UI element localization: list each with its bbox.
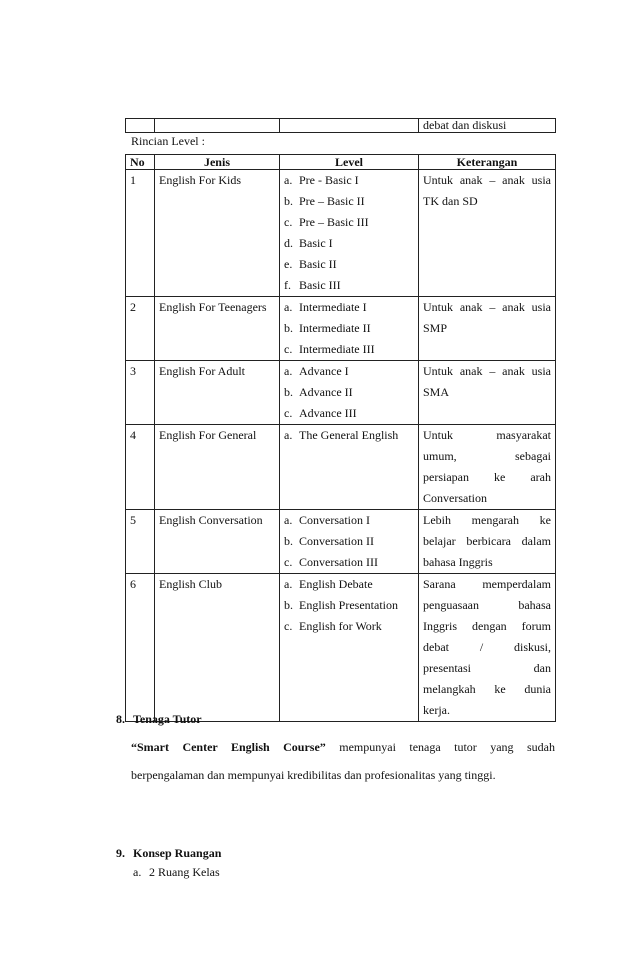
level-table-body	[126, 170, 556, 722]
cell-level	[280, 119, 419, 133]
cell-jenis: English For Kids	[155, 170, 280, 297]
cell-keterangan	[419, 297, 556, 361]
level-text: Pre – Basic II	[299, 194, 365, 208]
level-text: Basic III	[299, 278, 341, 292]
keterangan-line: penguasaan bahasa	[423, 598, 551, 612]
cell-level	[280, 510, 419, 574]
section-title: Konsep Ruangan	[133, 846, 222, 860]
keterangan-line: TK dan SD	[423, 194, 478, 208]
level-item	[284, 531, 414, 552]
level-item	[284, 361, 414, 382]
level-list	[284, 297, 414, 360]
cell-level	[280, 425, 419, 510]
keterangan-line: umum, sebagai	[423, 449, 551, 463]
level-item	[284, 318, 414, 339]
cell-jenis: English For General	[155, 425, 280, 510]
keterangan-line: kerja.	[423, 703, 450, 717]
level-item	[284, 297, 414, 318]
level-item	[284, 382, 414, 403]
keterangan-line: Untuk anak – anak usia	[423, 300, 551, 314]
table-row	[126, 510, 556, 574]
level-text: The General English	[299, 428, 399, 442]
level-text: Advance I	[299, 364, 349, 378]
cell-no: 3	[126, 361, 155, 425]
section-9-heading	[116, 846, 221, 860]
table-row	[126, 361, 556, 425]
level-text: Basic I	[299, 236, 333, 250]
level-item	[284, 552, 414, 573]
paragraph-line	[131, 733, 555, 761]
cell-no	[126, 119, 155, 133]
section-title: Tenaga Tutor	[133, 712, 202, 726]
keterangan-line: debat / diskusi,	[423, 640, 551, 654]
keterangan-line: Conversation	[423, 491, 487, 505]
cell-level	[280, 170, 419, 297]
cell-keterangan	[419, 574, 556, 722]
cell-jenis: English Conversation	[155, 510, 280, 574]
continuation-table	[125, 118, 556, 133]
table-row	[126, 119, 556, 133]
cell-no: 1	[126, 170, 155, 297]
level-marker: a.	[284, 300, 293, 314]
level-text: Intermediate I	[299, 300, 367, 314]
level-text: Advance III	[299, 406, 357, 420]
level-item	[284, 191, 414, 212]
cell-level	[280, 297, 419, 361]
course-name-quote: “Smart Center English Course”	[131, 740, 326, 754]
level-marker: a.	[284, 364, 293, 378]
level-text: Pre – Basic III	[299, 215, 369, 229]
level-marker: c.	[284, 555, 293, 569]
level-item	[284, 254, 414, 275]
cell-no: 4	[126, 425, 155, 510]
level-text: English for Work	[299, 619, 382, 633]
section-8-paragraph	[131, 733, 555, 789]
keterangan-line: melangkah ke dunia	[423, 682, 551, 696]
level-list	[284, 170, 414, 296]
level-marker: c.	[284, 342, 293, 356]
level-text: Pre - Basic I	[299, 173, 359, 187]
level-item	[284, 574, 414, 595]
cell-level	[280, 361, 419, 425]
level-item	[284, 212, 414, 233]
level-marker: b.	[284, 598, 293, 612]
level-item	[284, 275, 414, 296]
table-row	[126, 574, 556, 722]
level-marker: f.	[284, 278, 291, 292]
keterangan-line: Untuk anak – anak usia	[423, 173, 551, 187]
keterangan-line: belajar berbicara dalam	[423, 534, 551, 548]
table-row	[126, 170, 556, 297]
section-9-item	[133, 865, 220, 880]
keterangan-line: Untuk masyarakat	[423, 428, 551, 442]
level-list	[284, 361, 414, 424]
level-text: English Presentation	[299, 598, 398, 612]
level-text: Advance II	[299, 385, 353, 399]
cell-no: 6	[126, 574, 155, 722]
level-marker: c.	[284, 619, 293, 633]
cell-keterangan	[419, 510, 556, 574]
level-marker: b.	[284, 385, 293, 399]
paragraph-text: mempunyai tenaga tutor yang sudah	[339, 740, 555, 754]
header-no: No	[126, 155, 155, 170]
level-marker: e.	[284, 257, 293, 271]
cell-jenis: English For Teenagers	[155, 297, 280, 361]
level-text: Conversation III	[299, 555, 378, 569]
level-marker: a.	[284, 428, 293, 442]
section-number: 9.	[116, 846, 125, 860]
cell-jenis: English Club	[155, 574, 280, 722]
header-jenis: Jenis	[155, 155, 280, 170]
keterangan-line: SMA	[423, 385, 450, 399]
cell-level	[280, 574, 419, 722]
level-list	[284, 574, 414, 637]
cell-jenis: English For Adult	[155, 361, 280, 425]
level-marker: a.	[284, 577, 293, 591]
keterangan-line: SMP	[423, 321, 448, 335]
section-number: 8.	[116, 712, 125, 726]
table-row	[126, 297, 556, 361]
keterangan-line: persiapan ke arah	[423, 470, 551, 484]
level-text: Conversation I	[299, 513, 370, 527]
level-marker: a.	[284, 173, 293, 187]
level-item	[284, 425, 414, 446]
level-marker: b.	[284, 534, 293, 548]
table-header-row	[126, 155, 556, 170]
level-text: Intermediate III	[299, 342, 375, 356]
keterangan-line: bahasa Inggris	[423, 555, 493, 569]
cell-jenis	[155, 119, 280, 133]
cell-keterangan	[419, 425, 556, 510]
paragraph-line: berpengalaman dan mempunyai kredibilitas dan profesionalitas yang tinggi.	[131, 768, 496, 782]
level-item	[284, 339, 414, 360]
level-item	[284, 170, 414, 191]
level-text: Intermediate II	[299, 321, 371, 335]
keterangan-line: Untuk anak – anak usia	[423, 364, 551, 378]
list-item-text: 2 Ruang Kelas	[149, 865, 220, 879]
section-8-heading	[116, 712, 202, 726]
level-text: Basic II	[299, 257, 337, 271]
level-list	[284, 425, 414, 446]
level-item	[284, 616, 414, 637]
header-level: Level	[280, 155, 419, 170]
level-marker: b.	[284, 194, 293, 208]
list-marker: a.	[133, 865, 142, 879]
level-item	[284, 233, 414, 254]
level-list	[284, 510, 414, 573]
level-item	[284, 595, 414, 616]
level-text: English Debate	[299, 577, 373, 591]
level-marker: c.	[284, 406, 293, 420]
level-text: Conversation II	[299, 534, 374, 548]
header-keterangan: Keterangan	[419, 155, 556, 170]
keterangan-line: Inggris dengan forum	[423, 619, 551, 633]
keterangan-line: presentasi dan	[423, 661, 551, 675]
level-marker: c.	[284, 215, 293, 229]
level-item	[284, 510, 414, 531]
cell-no: 5	[126, 510, 155, 574]
level-marker: b.	[284, 321, 293, 335]
level-table	[125, 154, 556, 722]
cell-keterangan	[419, 170, 556, 297]
keterangan-line: Lebih mengarah ke	[423, 513, 551, 527]
cell-no: 2	[126, 297, 155, 361]
cell-keterangan: debat dan diskusi	[419, 119, 556, 133]
cell-keterangan	[419, 361, 556, 425]
table-row	[126, 425, 556, 510]
level-marker: d.	[284, 236, 293, 250]
keterangan-line: Sarana memperdalam	[423, 577, 551, 591]
level-item	[284, 403, 414, 424]
rincian-level-label: Rincian Level :	[131, 134, 205, 148]
level-marker: a.	[284, 513, 293, 527]
